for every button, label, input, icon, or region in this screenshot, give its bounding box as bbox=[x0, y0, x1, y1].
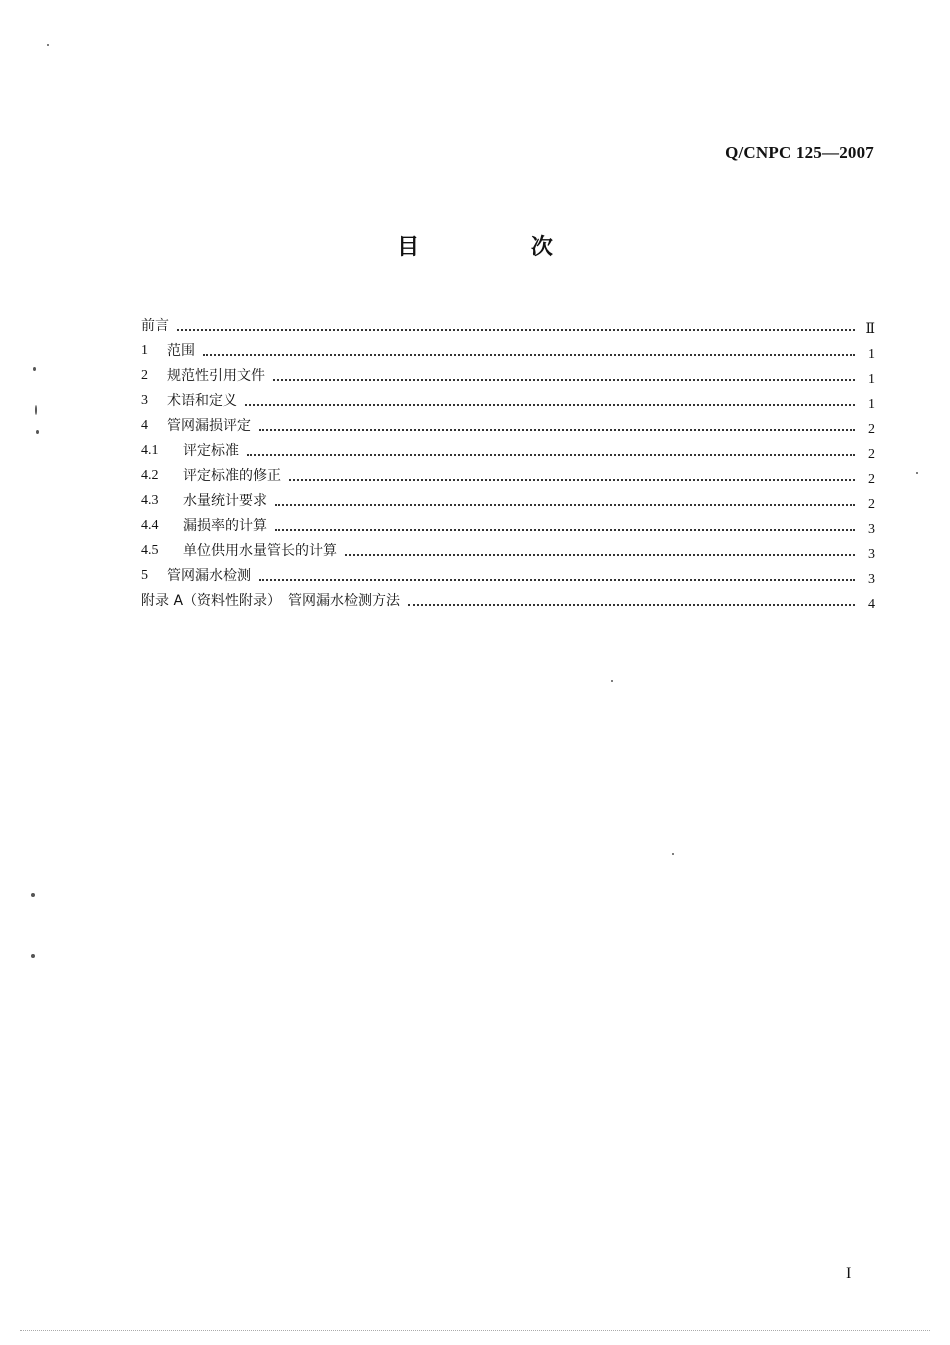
scan-speck bbox=[611, 680, 613, 682]
toc-entry-appendix-a[interactable] bbox=[141, 584, 875, 612]
scan-speck bbox=[36, 430, 39, 434]
toc-entry-number: 4.2 bbox=[141, 468, 159, 483]
toc-entry-2[interactable] bbox=[141, 359, 875, 387]
toc-leader-dots bbox=[177, 329, 855, 331]
toc-entry-text: 附录 A（资料性附录） 管网漏水检测方法 bbox=[141, 593, 401, 609]
toc-entry-number: 4.5 bbox=[141, 543, 159, 558]
toc-entry-5[interactable] bbox=[141, 559, 875, 587]
scan-edge-noise bbox=[20, 1330, 930, 1331]
toc-entry-text: 管网漏损评定 bbox=[167, 418, 251, 434]
toc-entry-4-4[interactable] bbox=[141, 509, 875, 537]
toc-entry-number: 4 bbox=[141, 418, 148, 433]
table-of-contents bbox=[141, 309, 875, 612]
toc-entry-4-3[interactable] bbox=[141, 484, 875, 512]
toc-entry-text: 管网漏水检测 bbox=[167, 568, 251, 584]
toc-leader-dots bbox=[408, 604, 855, 606]
page-number: I bbox=[846, 1265, 852, 1282]
toc-entry-page: 3 bbox=[868, 572, 875, 587]
toc-entry-page: 1 bbox=[868, 372, 875, 387]
toc-leader-dots bbox=[245, 404, 855, 406]
toc-entry-page: 3 bbox=[868, 547, 875, 562]
toc-entry-page: 1 bbox=[868, 397, 875, 412]
toc-leader-dots bbox=[259, 579, 855, 581]
scan-speck bbox=[35, 405, 37, 415]
toc-leader-dots bbox=[345, 554, 855, 556]
toc-entry-page: 2 bbox=[868, 447, 875, 462]
toc-entry-number: 5 bbox=[141, 568, 148, 583]
toc-entry-number: 4.1 bbox=[141, 443, 159, 458]
scan-speck bbox=[47, 44, 49, 46]
toc-entry-page: 3 bbox=[868, 522, 875, 537]
toc-entry-number: 4.3 bbox=[141, 493, 159, 508]
scan-speck bbox=[916, 472, 918, 474]
toc-entry-number: 4.4 bbox=[141, 518, 159, 533]
toc-entry-text: 范围 bbox=[167, 343, 195, 359]
scan-speck bbox=[31, 954, 35, 958]
toc-entry-page: 1 bbox=[868, 347, 875, 362]
toc-entry-preface[interactable] bbox=[141, 309, 875, 337]
toc-entry-page: 2 bbox=[868, 497, 875, 512]
toc-entry-number: 3 bbox=[141, 393, 148, 408]
standard-number: Q/CNPC 125—2007 bbox=[725, 143, 874, 162]
toc-leader-dots bbox=[273, 379, 855, 381]
toc-leader-dots bbox=[203, 354, 855, 356]
toc-entry-text: 评定标准 bbox=[183, 443, 239, 459]
scan-speck bbox=[31, 893, 35, 897]
toc-entry-4-5[interactable] bbox=[141, 534, 875, 562]
toc-entry-text: 评定标准的修正 bbox=[183, 468, 281, 484]
toc-leader-dots bbox=[259, 429, 855, 431]
toc-entry-page: Ⅱ bbox=[865, 322, 875, 337]
toc-entry-text: 术语和定义 bbox=[167, 393, 237, 409]
toc-entry-1[interactable] bbox=[141, 334, 875, 362]
toc-entry-text: 前言 bbox=[141, 318, 169, 334]
toc-entry-text: 单位供用水量管长的计算 bbox=[183, 543, 337, 559]
toc-entry-text: 水量统计要求 bbox=[183, 493, 267, 509]
toc-entry-text: 规范性引用文件 bbox=[167, 368, 265, 384]
toc-entry-4[interactable] bbox=[141, 409, 875, 437]
toc-entry-text: 漏损率的计算 bbox=[183, 518, 267, 534]
toc-leader-dots bbox=[289, 479, 855, 481]
toc-entry-4-1[interactable] bbox=[141, 434, 875, 462]
toc-entry-page: 2 bbox=[868, 422, 875, 437]
toc-entry-page: 2 bbox=[868, 472, 875, 487]
toc-leader-dots bbox=[275, 504, 855, 506]
toc-entry-page: 4 bbox=[868, 597, 875, 612]
toc-leader-dots bbox=[275, 529, 855, 531]
scan-speck bbox=[33, 367, 36, 371]
toc-leader-dots bbox=[247, 454, 855, 456]
toc-entry-number: 1 bbox=[141, 343, 148, 358]
toc-entry-number: 2 bbox=[141, 368, 148, 383]
toc-entry-3[interactable] bbox=[141, 384, 875, 412]
scan-speck bbox=[672, 853, 674, 855]
toc-title: 目 次 bbox=[397, 235, 605, 260]
toc-entry-4-2[interactable] bbox=[141, 459, 875, 487]
